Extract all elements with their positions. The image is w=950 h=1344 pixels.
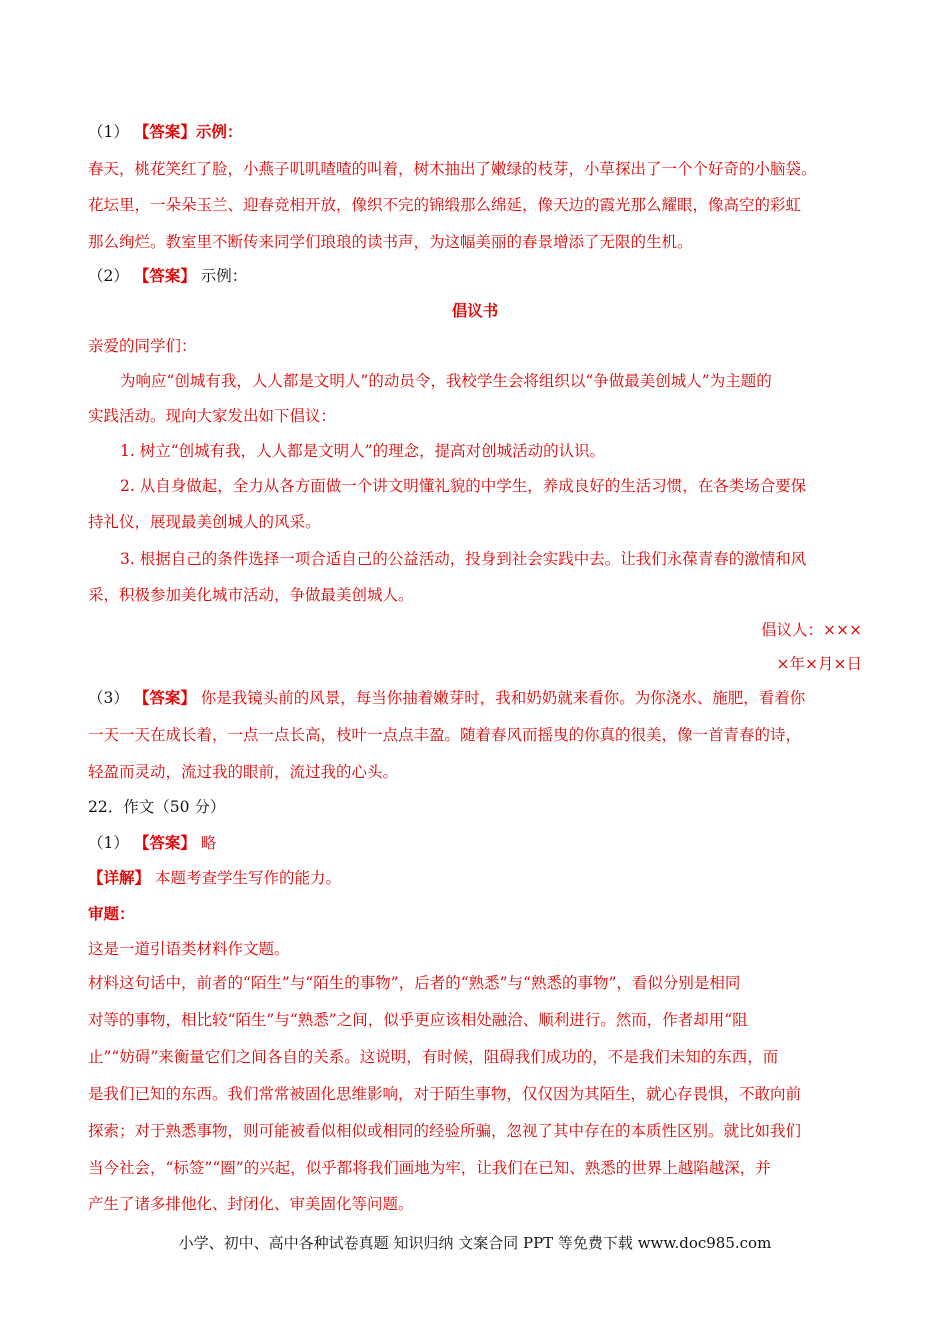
part3-header (88, 686, 805, 708)
q22-answer-number: （1） (88, 834, 129, 852)
analysis-line: 止”“妨碍”来衡量它们之间各自的关系。这说明，有时候，阻碍我们成功的，不是我们未知的东西，而 (88, 1048, 779, 1066)
page-footer: 小学、初中、高中各种试卷真题 知识归纳 文案合同 PPT 等免费下载 www.doc985.com (178, 1234, 772, 1252)
proposal-line: 实践活动。现向大家发出如下倡议： (88, 407, 337, 425)
proposal-title: 倡议书 (451, 301, 499, 320)
part3-number: （3） (88, 689, 129, 707)
question-heading: 22．作文（50 分） (88, 798, 226, 816)
detail-tag: 【详解】 (88, 868, 151, 887)
proposal-item: 1. 树立“创城有我，人人都是文明人”的理念，提高对创城活动的认识。 (120, 442, 606, 460)
analysis-line: 探索；对于熟悉事物，则可能被看似相似或相同的经验所骗，忽视了其中存在的本质性区别。就比如我们 (88, 1122, 802, 1140)
proposal-item: 2. 从自身做起，全力从各方面做一个讲文明懂礼貌的中学生，养成良好的生活习惯，在各类场合要保 (120, 477, 807, 495)
part2-number: （2） (88, 267, 129, 285)
salutation: 亲爱的同学们： (88, 337, 197, 355)
answer-tag: 【答案】 (133, 688, 196, 707)
analysis-line: 产生了诸多排他化、封闭化、审美固化等问题。 (88, 1195, 414, 1213)
part1-number: （1） (88, 123, 129, 141)
answer-tag: 【答案】示例： (133, 122, 243, 141)
answer-line: 你是我镜头前的风景，每当你抽着嫩芽时，我和奶奶就来看你。为你浇水、施肥，看着你 (200, 689, 806, 707)
analysis-line: 当今社会，“标签”“圈”的兴起，似乎都将我们画地为牢，让我们在已知、熟悉的世界上越陷越深，并 (88, 1159, 771, 1177)
review-type: 这是一道引语类材料作文题。 (88, 940, 290, 958)
detail-text: 本题考查学生写作的能力。 (154, 869, 341, 887)
answer-text: 略 (200, 834, 217, 852)
answer-tag: 【答案】 (133, 833, 196, 852)
proposal-item: 3. 根据自己的条件选择一项合适自己的公益活动，投身到社会实践中去。让我们永葆青春的激情和风 (120, 550, 807, 568)
q22-answer (88, 831, 216, 853)
detail-line (88, 866, 341, 888)
proposal-line: 采，积极参加美化城市活动，争做最美创城人。 (88, 586, 414, 604)
analysis-line: 材料这句话中，前者的“陌生”与“陌生的事物”，后者的“熟悉”与“熟悉的事物”，看似分别是相同 (88, 974, 741, 992)
part1-header (88, 120, 242, 142)
proposal-line: 持礼仪，展现最美创城人的风采。 (88, 513, 321, 531)
review-label: 审题： (88, 904, 135, 923)
answer-line: 那么绚烂。教室里不断传来同学们琅琅的读书声，为这幅美丽的春景增添了无限的生机。 (88, 233, 693, 251)
analysis-line: 是我们已知的东西。我们常常被固化思维影响，对于陌生事物，仅仅因为其陌生，就心存畏惧，不敢向前 (88, 1085, 802, 1103)
example-label: 示例： (200, 267, 248, 285)
answer-line: 一天一天在成长着，一点一点长高，枝叶一点点丰盈。随着春风而摇曳的你真的很美，像一首青春的诗， (88, 726, 802, 744)
answer-tag: 【答案】 (133, 266, 196, 285)
proposal-line: 为响应“创城有我，人人都是文明人”的动员令，我校学生会将组织以“争做最美创城人”为主题的 (120, 372, 772, 390)
proposal-date: ×年×月×日 (776, 655, 862, 673)
answer-line: 春天，桃花笑红了脸，小燕子叽叽喳喳的叫着，树木抽出了嫩绿的枝芽，小草探出了一个个好奇的小脑袋。 (88, 160, 817, 178)
answer-line: 轻盈而灵动，流过我的眼前，流过我的心头。 (88, 763, 399, 781)
answer-line: 花坛里，一朵朵玉兰、迎春竞相开放，像织不完的锦缎那么绵延，像天边的霞光那么耀眼，像高空的彩虹 (88, 196, 802, 214)
analysis-line: 对等的事物，相比较“陌生”与“熟悉”之间，似乎更应该相处融洽、顺利进行。然而，作者却用“阻 (88, 1011, 748, 1029)
part2-header (88, 264, 247, 286)
proposal-signer: 倡议人：××× (761, 621, 862, 639)
